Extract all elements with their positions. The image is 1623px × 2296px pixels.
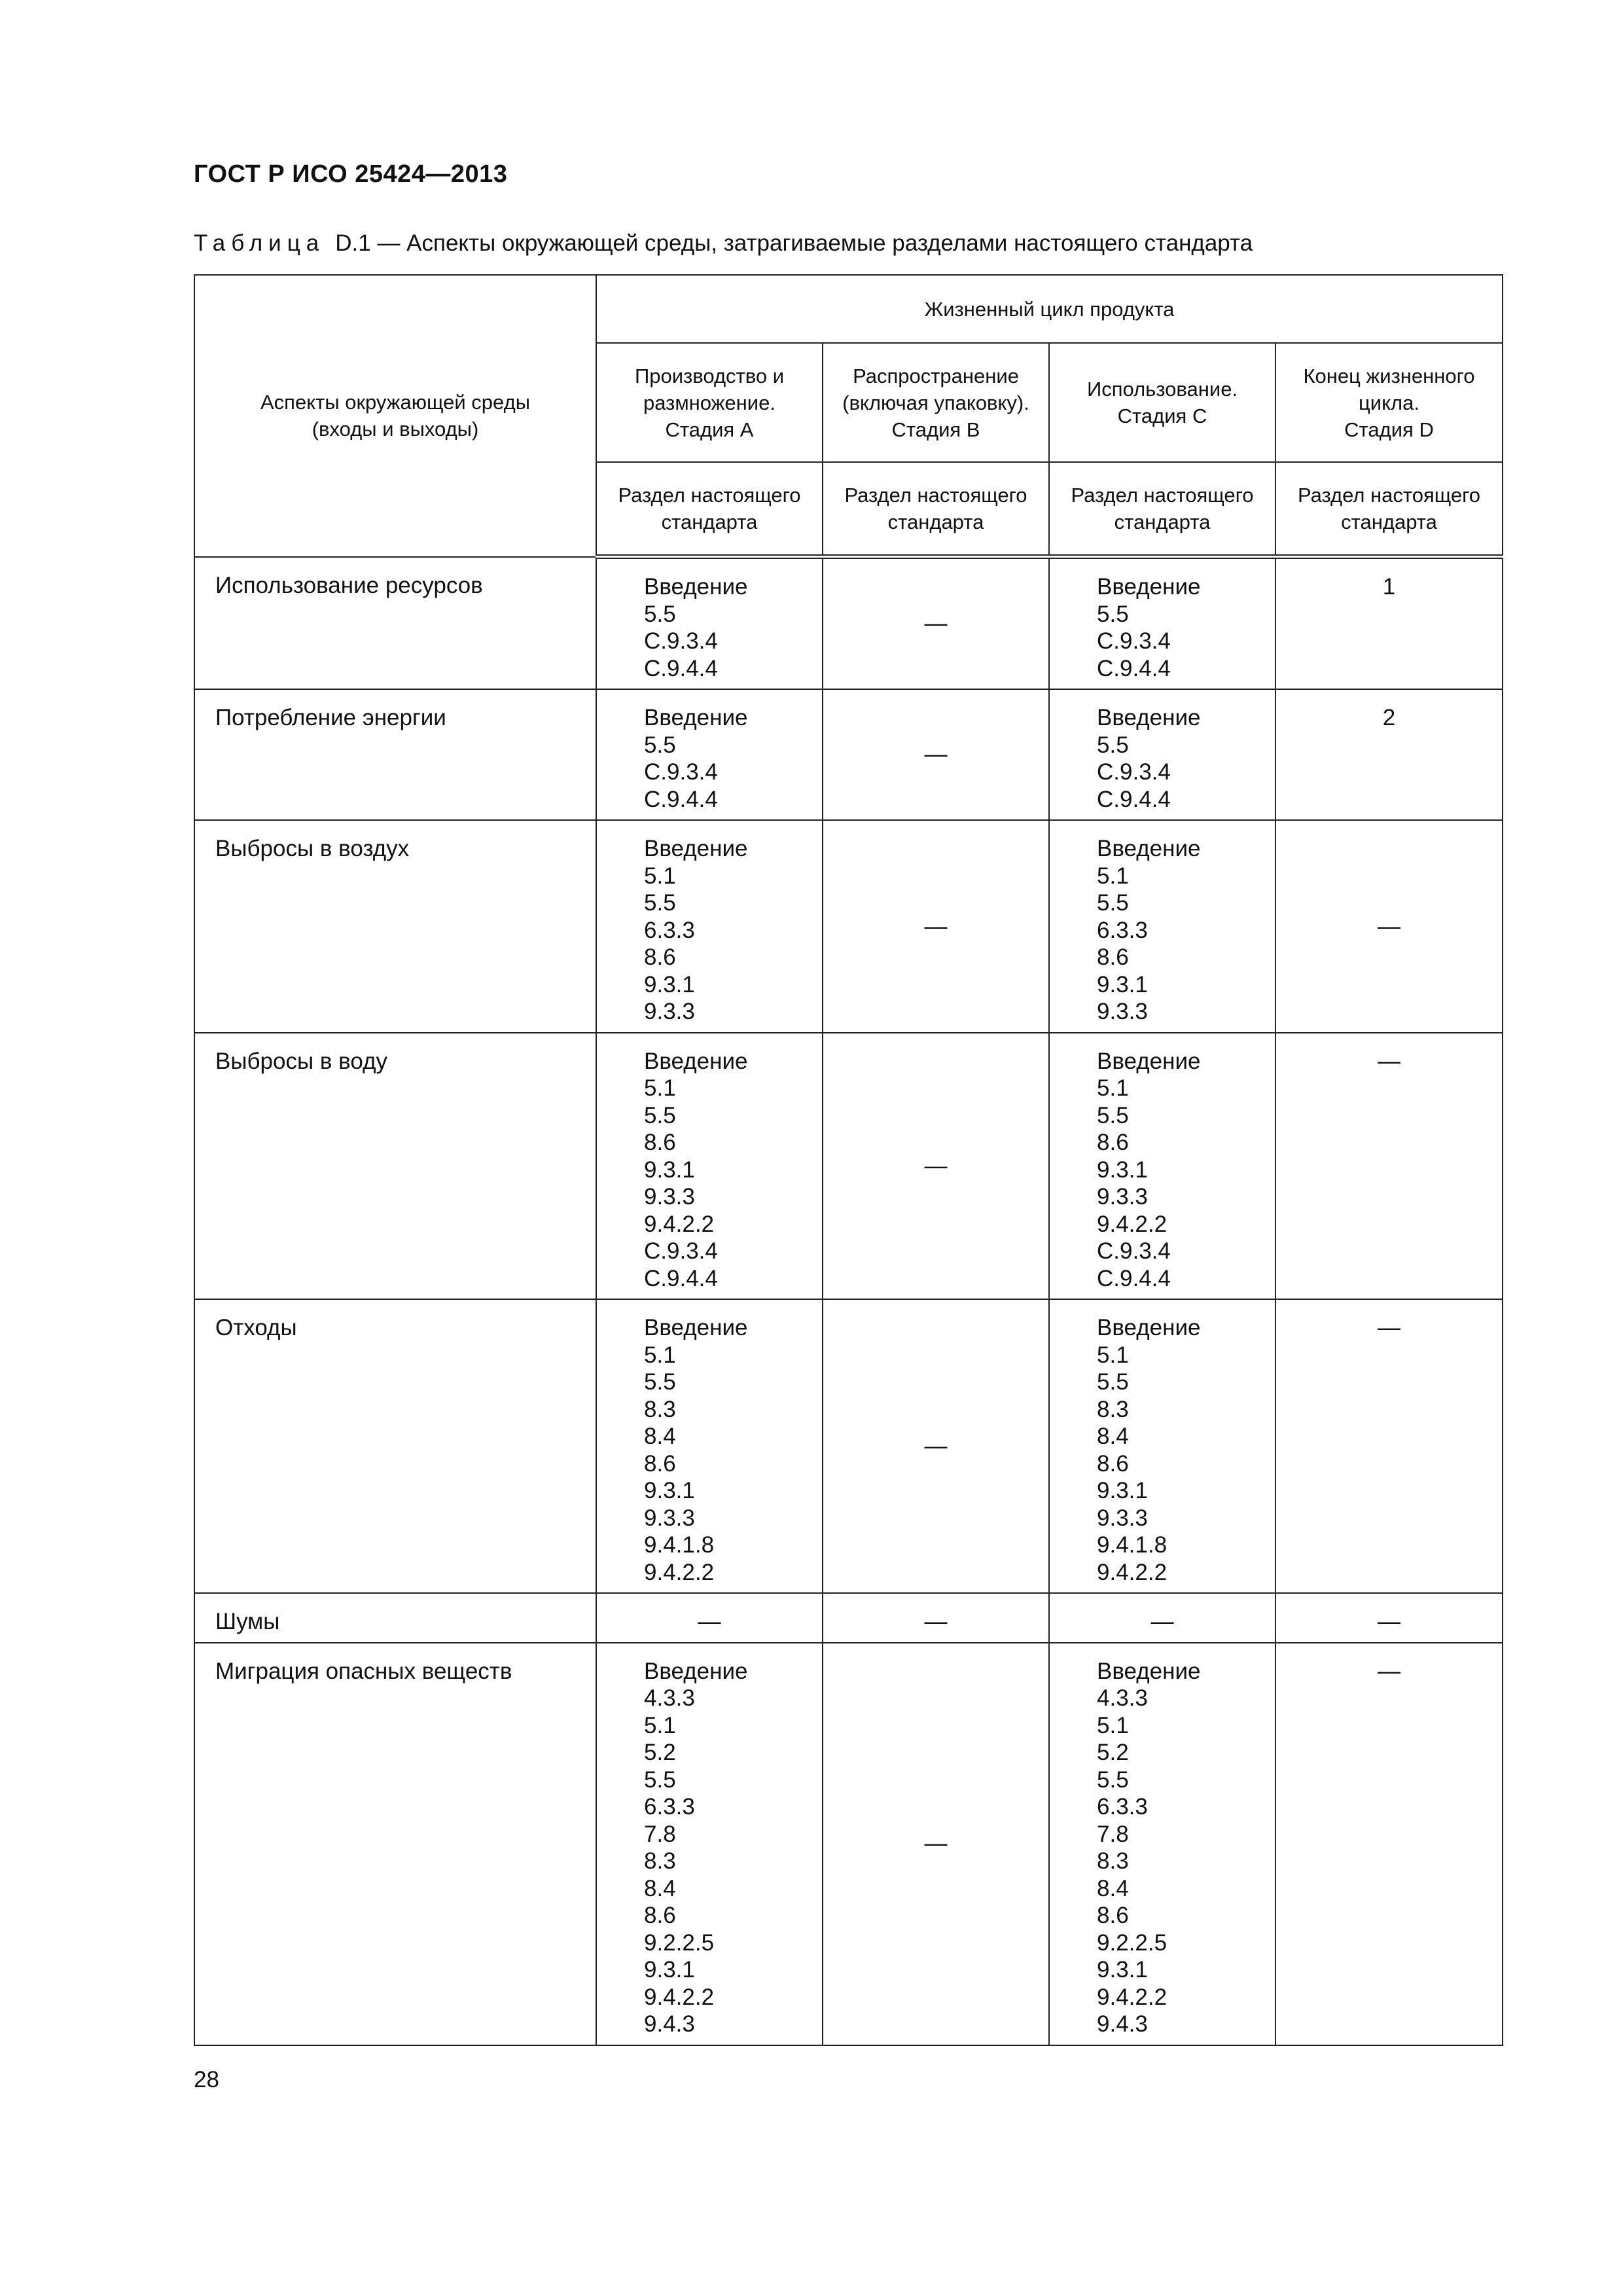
section-ref: 8.3 (1097, 1848, 1129, 1874)
stage-d-cell: 1 (1275, 557, 1503, 690)
stage-d-cell: — (1275, 1033, 1503, 1300)
aspect-cell: Использование ресурсов (194, 557, 596, 690)
section-ref: C.9.4.4 (1097, 655, 1171, 681)
stage-a-cell (596, 1299, 823, 1593)
section-ref: 9.3.1 (1097, 1957, 1148, 1982)
table-row (194, 557, 1503, 690)
section-ref: 6.3.3 (644, 1794, 695, 1820)
section-ref: 9.4.1.8 (644, 1532, 715, 1558)
header-stage-line: Стадия А (665, 418, 754, 441)
aspects-table (194, 274, 1503, 2046)
document-header: ГОСТ Р ИСО 25424—2013 (194, 160, 508, 188)
section-ref: C.9.4.4 (1097, 786, 1171, 812)
section-ref: 5.1 (644, 1075, 676, 1101)
section-ref: 5.5 (1097, 1369, 1129, 1395)
section-ref: Введение (644, 836, 748, 861)
header-stage-line: размножение. (643, 391, 776, 414)
table-caption-text: — Аспекты окружающей среды, затрагиваемые разделами настоящего стандарта (377, 230, 1253, 256)
section-ref: 9.4.2.2 (644, 1984, 715, 2010)
table-body (194, 557, 1503, 2045)
section-ref: Введение (644, 574, 748, 600)
stage-b-cell: — (823, 1033, 1049, 1300)
table-row (194, 1593, 1503, 1643)
stage-c-cell (1049, 1033, 1275, 1300)
header-section-line: стандарта (661, 511, 758, 533)
section-ref: 5.5 (644, 601, 676, 627)
section-ref: Введение (644, 1315, 748, 1340)
header-section-line: стандарта (1114, 511, 1211, 533)
section-ref: 9.3.1 (1097, 971, 1148, 997)
section-ref: 9.3.3 (1097, 1505, 1148, 1531)
section-ref: 5.1 (1097, 1075, 1129, 1101)
header-stage-line: Производство и (634, 364, 785, 387)
section-ref: 8.6 (644, 1903, 676, 1928)
section-ref: 8.3 (644, 1848, 676, 1874)
stage-b-cell: — (823, 689, 1049, 820)
section-ref: 5.5 (644, 1767, 676, 1793)
section-ref: C.9.3.4 (1097, 759, 1171, 785)
stage-d-cell: — (1275, 820, 1503, 1033)
section-ref: 8.3 (644, 1396, 676, 1422)
header-stage-line: Стадия B (891, 418, 980, 441)
section-ref: C.9.3.4 (1097, 1238, 1171, 1264)
section-ref: 5.2 (1097, 1740, 1129, 1765)
table-row (194, 1033, 1503, 1300)
stage-c-cell (1049, 1643, 1275, 2045)
section-ref: 9.4.3 (1097, 2011, 1148, 2037)
section-ref: 9.3.1 (1097, 1157, 1148, 1183)
stage-a-cell (596, 820, 823, 1033)
stage-a-cell: — (596, 1593, 823, 1643)
section-ref: Введение (1097, 1315, 1201, 1340)
section-ref: 9.4.2.2 (1097, 1559, 1168, 1585)
header-section-line: стандарта (1341, 511, 1437, 533)
header-row-lifecycle (194, 275, 1503, 343)
section-ref: C.9.4.4 (644, 655, 718, 681)
section-ref: 8.6 (1097, 1903, 1129, 1928)
page-number: 28 (194, 2067, 219, 2092)
section-ref: 9.4.3 (644, 2011, 695, 2037)
section-ref: 9.4.2.2 (644, 1211, 715, 1237)
header-aspects-line: (входы и выходы) (312, 418, 479, 441)
header-section-line: Раздел настоящего (618, 484, 801, 507)
section-ref: 5.5 (1097, 1767, 1129, 1793)
stage-c-cell: — (1049, 1593, 1275, 1643)
aspect-cell: Шумы (194, 1593, 596, 1643)
header-section-d (1275, 462, 1503, 557)
section-ref: 9.3.3 (644, 999, 695, 1024)
section-ref: 5.1 (1097, 1712, 1129, 1738)
section-ref: 9.4.2.2 (644, 1559, 715, 1585)
section-ref: 8.6 (1097, 944, 1129, 970)
section-ref: C.9.4.4 (1097, 1265, 1171, 1291)
section-ref: Введение (1097, 705, 1201, 730)
section-ref: Введение (1097, 1658, 1201, 1684)
section-ref: 8.4 (1097, 1875, 1129, 1901)
header-stage-line: (включая упаковку). (842, 391, 1029, 414)
stage-c-cell (1049, 820, 1275, 1033)
section-ref: C.9.4.4 (644, 1265, 718, 1291)
section-ref: 7.8 (1097, 1821, 1129, 1847)
section-ref: 8.6 (1097, 1450, 1129, 1477)
section-ref: 9.2.2.5 (644, 1929, 715, 1956)
section-ref: 8.6 (644, 1130, 676, 1155)
header-section-line: стандарта (887, 511, 984, 533)
table-row (194, 1643, 1503, 2045)
header-section-a (596, 462, 823, 557)
section-ref: Введение (1097, 1048, 1201, 1074)
section-ref: 5.5 (644, 1102, 676, 1128)
section-ref: 5.5 (1097, 1102, 1129, 1128)
section-ref: 9.3.1 (644, 1957, 695, 1982)
stage-a-cell (596, 689, 823, 820)
section-ref: Введение (1097, 574, 1201, 600)
header-stage-line: Использование. (1086, 378, 1238, 401)
stage-d-cell: 2 (1275, 689, 1503, 820)
section-ref: 9.3.3 (644, 1505, 695, 1531)
table-row (194, 689, 1503, 820)
section-ref: 6.3.3 (644, 917, 695, 943)
section-ref: 5.1 (644, 1342, 676, 1368)
stage-a-cell (596, 557, 823, 690)
table-row (194, 1299, 1503, 1593)
header-stage-line: Распространение (853, 364, 1019, 387)
section-ref: 6.3.3 (1097, 1794, 1148, 1820)
section-ref: 9.3.1 (644, 1478, 695, 1503)
section-ref: 9.3.1 (644, 971, 695, 997)
section-ref: 9.3.3 (1097, 1184, 1148, 1210)
section-ref: C.9.3.4 (1097, 628, 1171, 654)
section-ref: C.9.3.4 (644, 628, 718, 654)
header-stage-d (1275, 343, 1503, 462)
table-caption-number: D.1 (335, 230, 371, 256)
section-ref: 9.3.3 (644, 1184, 695, 1210)
section-ref: 8.6 (644, 1450, 676, 1477)
table-caption (194, 230, 1253, 257)
header-section-b (823, 462, 1049, 557)
section-ref: 5.5 (1097, 732, 1129, 758)
section-ref: 8.3 (1097, 1396, 1129, 1422)
section-ref: 8.4 (644, 1875, 676, 1901)
aspect-cell: Выбросы в воздух (194, 820, 596, 1033)
section-ref: 4.3.3 (1097, 1685, 1148, 1711)
table-caption-label: Таблица (194, 230, 325, 256)
stage-c-cell (1049, 1299, 1275, 1593)
header-stage-line: Стадия C (1117, 404, 1207, 427)
header-stage-b (823, 343, 1049, 462)
section-ref: 5.1 (1097, 863, 1129, 889)
header-aspects (194, 275, 596, 557)
section-ref: 9.3.1 (1097, 1478, 1148, 1503)
section-ref: 9.4.2.2 (1097, 1984, 1168, 2010)
aspect-cell: Отходы (194, 1299, 596, 1593)
stage-b-cell: — (823, 820, 1049, 1033)
stage-c-cell (1049, 689, 1275, 820)
stage-b-cell: — (823, 1643, 1049, 2045)
header-section-line: Раздел настоящего (844, 484, 1027, 507)
header-section-c (1049, 462, 1275, 557)
header-stage-line: Конец жизненного (1303, 364, 1475, 387)
header-section-line: Раздел настоящего (1297, 484, 1481, 507)
header-stage-c (1049, 343, 1275, 462)
section-ref: 8.6 (644, 944, 676, 970)
stage-b-cell: — (823, 1299, 1049, 1593)
aspect-cell: Потребление энергии (194, 689, 596, 820)
stage-a-cell (596, 1033, 823, 1300)
section-ref: Введение (1097, 836, 1201, 861)
header-lifecycle: Жизненный цикл продукта (596, 275, 1503, 343)
section-ref: 5.1 (644, 1712, 676, 1738)
section-ref: 8.6 (1097, 1130, 1129, 1155)
stage-d-cell: — (1275, 1299, 1503, 1593)
section-ref: 9.3.1 (644, 1157, 695, 1183)
stage-a-cell (596, 1643, 823, 2045)
section-ref: 5.5 (644, 890, 676, 916)
section-ref: 9.2.2.5 (1097, 1929, 1168, 1956)
section-ref: C.9.4.4 (644, 786, 718, 812)
stage-d-cell: — (1275, 1643, 1503, 2045)
section-ref: 5.5 (644, 732, 676, 758)
section-ref: 7.8 (644, 1821, 676, 1847)
section-ref: 8.4 (644, 1424, 676, 1449)
section-ref: 9.3.3 (1097, 999, 1148, 1024)
section-ref: 8.4 (1097, 1424, 1129, 1449)
section-ref: 9.4.1.8 (1097, 1532, 1168, 1558)
section-ref: 5.5 (644, 1369, 676, 1395)
stage-b-cell: — (823, 557, 1049, 690)
section-ref: Введение (644, 705, 748, 730)
section-ref: Введение (644, 1658, 748, 1684)
section-ref: 5.1 (1097, 1342, 1129, 1368)
header-stage-a (596, 343, 823, 462)
section-ref: 5.2 (644, 1740, 676, 1765)
section-ref: C.9.3.4 (644, 759, 718, 785)
aspect-cell: Выбросы в воду (194, 1033, 596, 1300)
stage-c-cell (1049, 557, 1275, 690)
stage-b-cell: — (823, 1593, 1049, 1643)
section-ref: 4.3.3 (644, 1685, 695, 1711)
section-ref: 6.3.3 (1097, 917, 1148, 943)
section-ref: C.9.3.4 (644, 1238, 718, 1264)
section-ref: 5.1 (644, 863, 676, 889)
header-section-line: Раздел настоящего (1071, 484, 1254, 507)
section-ref: 5.5 (1097, 890, 1129, 916)
section-ref: 5.5 (1097, 601, 1129, 627)
header-aspects-line: Аспекты окружающей среды (260, 391, 530, 414)
section-ref: 9.4.2.2 (1097, 1211, 1168, 1237)
aspect-cell: Миграция опасных веществ (194, 1643, 596, 2045)
section-ref: Введение (644, 1048, 748, 1074)
header-stage-line: цикла. (1359, 391, 1419, 414)
header-stage-line: Стадия D (1344, 418, 1434, 441)
table-row (194, 820, 1503, 1033)
stage-d-cell: — (1275, 1593, 1503, 1643)
